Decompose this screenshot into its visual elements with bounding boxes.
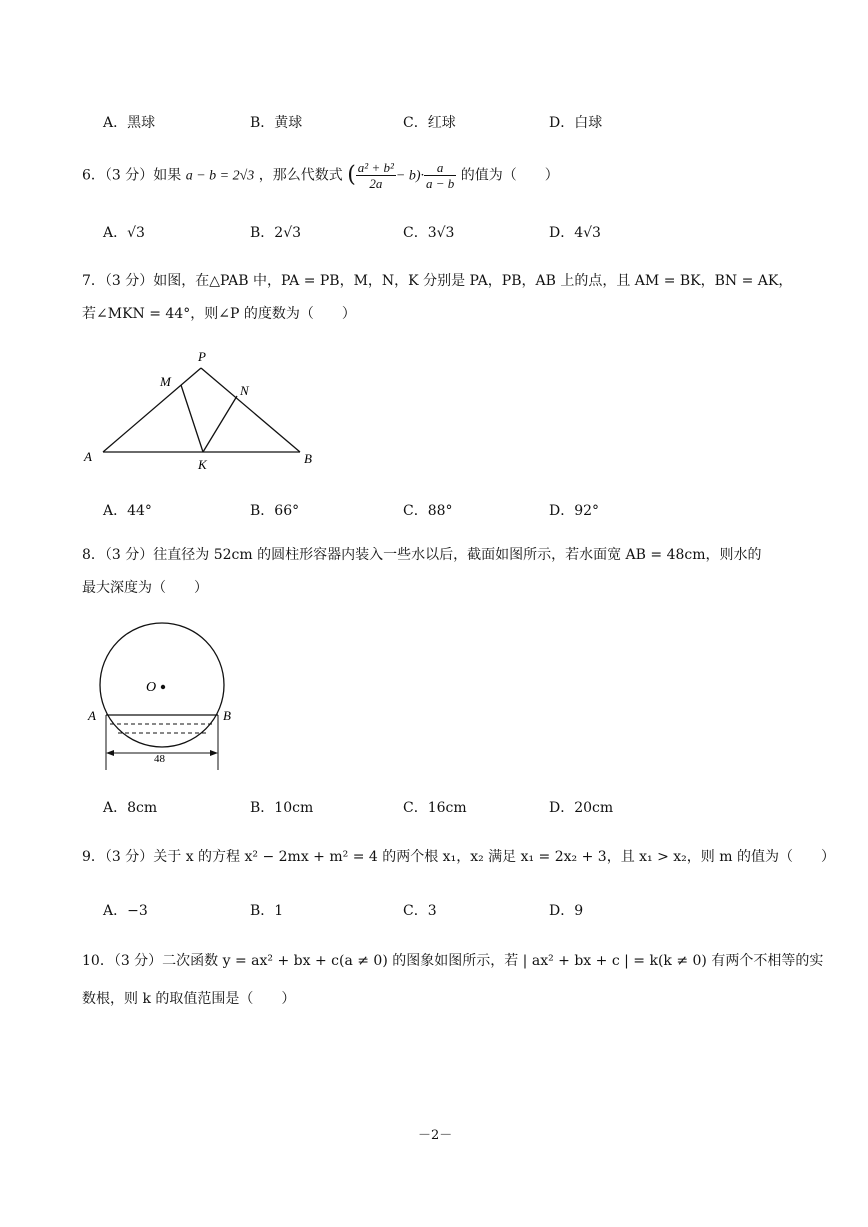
q6-suffix: 的值为（ ） bbox=[460, 167, 559, 184]
label-n: N bbox=[240, 383, 249, 398]
q8-circle-figure bbox=[82, 620, 242, 775]
q5-choice-b: B．黄球 bbox=[250, 115, 303, 131]
q7-triangle-figure bbox=[78, 345, 328, 475]
q6-stem: 6．（3 分）如果 a − b = 2√3 ，那么代数式 ( $\frac{\text{a² + b²}}{2a}$ − b)· $\frac{a}{a - b}$ 的值为（ ） bbox=[82, 160, 559, 191]
label-a: A bbox=[84, 449, 92, 464]
q6-condition: a − b = 2√3 bbox=[185, 168, 255, 184]
q6-prefix: 6．（3 分）如果 bbox=[82, 167, 182, 184]
q9-stem: 9．（3 分）关于 x 的方程 x² − 2mx + m² = 4 的两个根 x₁，x₂ 满足 x₁ = 2x₂ + 3，且 x₁ > x₂，则 m 的值为（ ） bbox=[82, 849, 835, 865]
label-a: A bbox=[88, 708, 96, 723]
q8-stem-line1: 8．（3 分）往直径为 52cm 的圆柱形容器内装入一些水以后，截面如图所示，若水面宽 AB = 48cm，则水的 bbox=[82, 547, 762, 563]
label-b: B bbox=[223, 708, 231, 723]
q7-choice-b: B．66° bbox=[250, 503, 300, 519]
q6-fraction-1: $\frac{\text{a² + b²}}{2a}$ bbox=[357, 160, 394, 191]
q5-choice-d: D．白球 bbox=[549, 115, 603, 131]
q7-stem-line1: 7．（3 分）如图，在△PAB 中，PA = PB，M，N，K 分别是 PA，PB，AB 上的点，且 AM = BK，BN = AK， bbox=[82, 273, 793, 289]
q9-choice-d: D．9 bbox=[549, 903, 584, 919]
q8-choice-d: D．20cm bbox=[549, 800, 614, 816]
label-m: M bbox=[160, 374, 171, 389]
label-p: P bbox=[198, 349, 206, 364]
q7-choice-a: A．44° bbox=[103, 503, 152, 519]
q7-choice-c: C．88° bbox=[403, 503, 453, 519]
label-b: B bbox=[304, 451, 312, 466]
q6-fraction-2: $\frac{a}{a - b}$ bbox=[425, 160, 455, 191]
q9-choice-c: C．3 bbox=[403, 903, 437, 919]
q9-choice-a: A．−3 bbox=[103, 903, 148, 919]
label-k: K bbox=[198, 457, 207, 472]
q7-choice-d: D．92° bbox=[549, 503, 600, 519]
q5-choice-c: C．红球 bbox=[403, 115, 456, 131]
q10-stem-line2: 数根，则 k 的取值范围是（ ） bbox=[82, 991, 296, 1007]
q6-choice-c: C．3√3 bbox=[403, 225, 455, 241]
q6-mid: ，那么代数式 bbox=[258, 167, 343, 184]
label-o: O bbox=[146, 680, 157, 695]
q6-choice-a: A．√3 bbox=[103, 225, 145, 241]
q6-choice-b: B．2√3 bbox=[250, 225, 302, 241]
q8-choice-a: A．8cm bbox=[103, 800, 158, 816]
q10-stem-line1: 10．（3 分）二次函数 y = ax² + bx + c(a ≠ 0) 的图象如图所示，若 | ax² + bx + c | = k(k ≠ 0) 有两个不相等的实 bbox=[82, 953, 824, 969]
q6-choice-d: D．4√3 bbox=[549, 225, 601, 241]
q7-stem-line2: 若∠MKN = 44°，则∠P 的度数为（ ） bbox=[82, 306, 356, 322]
q8-stem-line2: 最大深度为（ ） bbox=[82, 580, 208, 596]
q8-choice-b: B．10cm bbox=[250, 800, 314, 816]
q9-choice-b: B．1 bbox=[250, 903, 284, 919]
q5-choice-a: A．黑球 bbox=[103, 115, 156, 131]
label-width: 48 bbox=[154, 753, 165, 765]
page-number: －2－ bbox=[418, 1128, 453, 1143]
center-point bbox=[161, 685, 165, 689]
q8-choice-c: C．16cm bbox=[403, 800, 467, 816]
q6-minus-b: − b)· bbox=[395, 168, 424, 184]
